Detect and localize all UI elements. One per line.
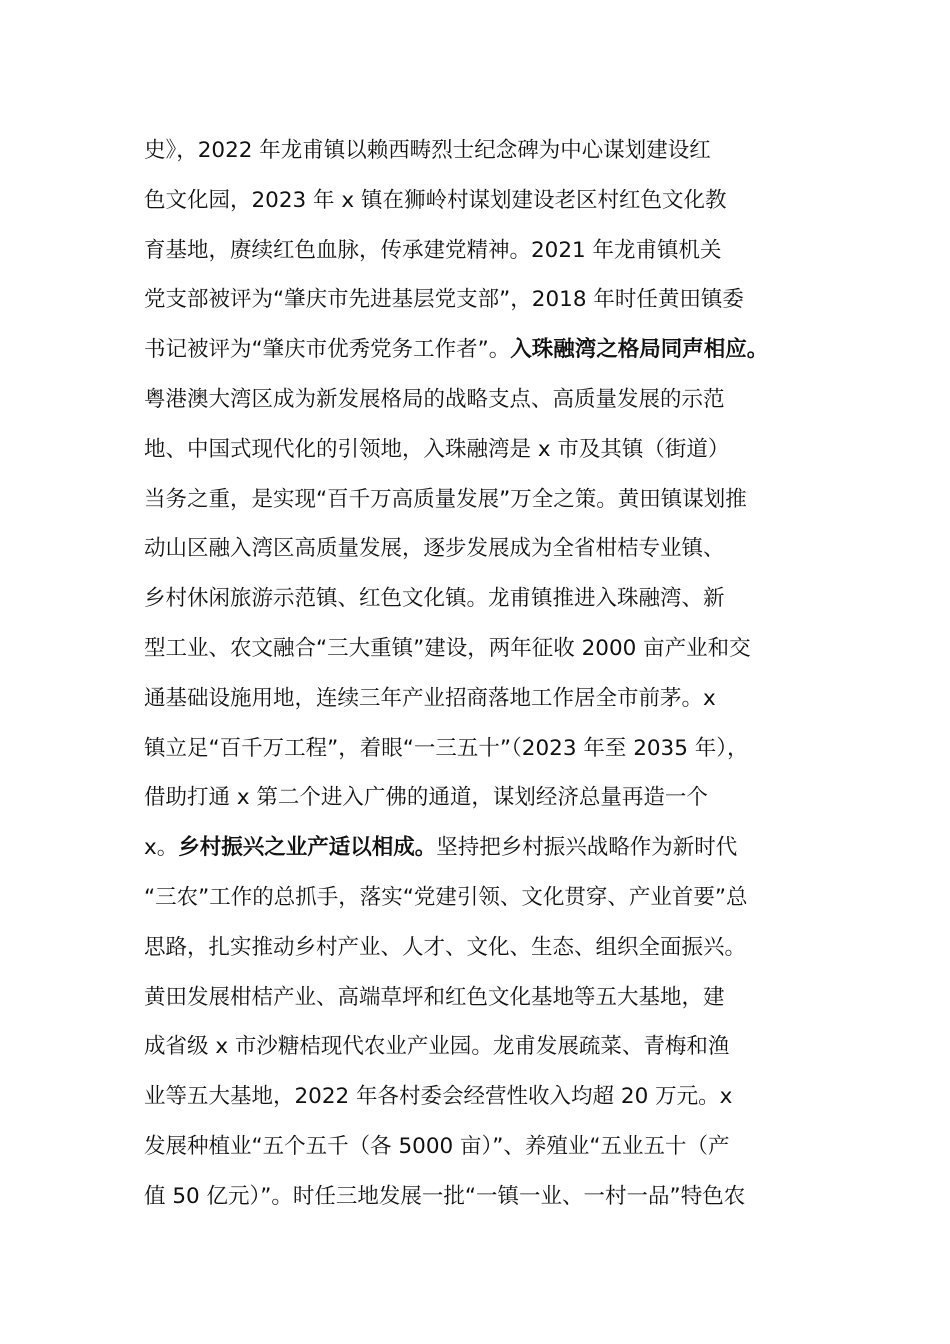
paragraph-text: 粤港澳大湾区成为新发展格局的战略支点、高质量发展的示范 xyxy=(144,386,725,412)
paragraph-text: 史》，2022 年龙甫镇以赖西畴烈士纪念碑为中心谋划建设红 xyxy=(144,138,711,163)
paragraph-text: 发展种植业“五个五千（各 5000 亩）”、养殖业“五业五十（产 xyxy=(144,1133,730,1159)
text-line xyxy=(144,873,834,923)
paragraph-text: 党支部被评为“肇庆市先进基层党支部”，2018 年时任黄田镇委 xyxy=(144,287,744,313)
text-line xyxy=(144,1122,834,1172)
paragraph-text: 成省级 x 市沙糖桔现代农业产业园。龙甫发展疏菜、青梅和渔 xyxy=(144,1034,730,1060)
text-line xyxy=(144,973,834,1023)
text-line xyxy=(144,524,834,574)
text-line xyxy=(144,674,834,724)
text-line xyxy=(144,773,834,823)
paragraph-text: 动山区融入湾区高质量发展，逐步发展成为全省柑桔专业镇、 xyxy=(144,536,725,562)
body-text xyxy=(144,126,834,1222)
paragraph-text: 书记被评为“肇庆市优秀党务工作者”。 xyxy=(144,337,511,363)
paragraph-text: x。 xyxy=(144,835,179,861)
text-line xyxy=(144,1072,834,1122)
text-line xyxy=(144,126,834,176)
paragraph-text: 地、中国式现代化的引领地，入珠融湾是 x 市及其镇（街道） xyxy=(144,436,730,462)
paragraph-text: 乡村休闲旅游示范镇、红色文化镇。龙甫镇推进入珠融湾、新 xyxy=(144,586,725,612)
paragraph-text: 色文化园，2023 年 x 镇在狮岭村谋划建设老区村红色文化教 xyxy=(144,187,727,213)
paragraph-text: 型工业、农文融合“三大重镇”建设，两年征收 2000 亩产业和交 xyxy=(144,635,751,661)
text-line xyxy=(144,275,834,325)
bold-heading-text: 乡村振兴之业产适以相成。 xyxy=(178,835,437,861)
paragraph-text: 黄田发展柑桔产业、高端草坪和红色文化基地等五大基地，建 xyxy=(144,984,725,1010)
paragraph-text: 思路，扎实推动乡村产业、人才、文化、生态、组织全面振兴。 xyxy=(144,934,747,960)
paragraph-text: 当务之重，是实现“百千万高质量发展”万全之策。黄田镇谋划推 xyxy=(144,486,747,512)
paragraph-text: 镇立足“百千万工程”，着眼“一三五十”（2023 年至 2035 年）， xyxy=(144,735,749,761)
text-line xyxy=(144,226,834,276)
paragraph-text: 坚持把乡村振兴战略作为新时代 xyxy=(436,835,738,861)
text-line xyxy=(144,1172,834,1222)
text-line xyxy=(144,1022,834,1072)
paragraph-text: 借助打通 x 第二个进入广佛的通道，谋划经济总量再造一个 xyxy=(144,785,708,811)
text-line xyxy=(144,176,834,226)
text-line xyxy=(144,624,834,674)
text-line xyxy=(144,475,834,525)
paragraph-text: 育基地，赓续红色血脉，传承建党精神。2021 年龙甫镇机关 xyxy=(144,237,722,263)
text-line xyxy=(144,724,834,774)
paragraph-text: 业等五大基地，2022 年各村委会经营性收入均超 20 万元。x xyxy=(144,1084,733,1110)
paragraph-text: “三农”工作的总抓手，落实“党建引领、文化贯穿、产业首要”总 xyxy=(144,884,748,910)
paragraph-text: 值 50 亿元）”。时任三地发展一批“一镇一业、一村一品”特色农 xyxy=(144,1183,746,1209)
text-line xyxy=(144,425,834,475)
text-line xyxy=(144,574,834,624)
paragraph-text: 通基础设施用地，连续三年产业招商落地工作居全市前茅。x xyxy=(144,685,716,711)
text-line xyxy=(144,823,834,873)
text-line xyxy=(144,923,834,973)
text-line xyxy=(144,375,834,425)
bold-heading-text: 入珠融湾之格局同声相应。 xyxy=(510,337,769,363)
text-line xyxy=(144,325,834,375)
